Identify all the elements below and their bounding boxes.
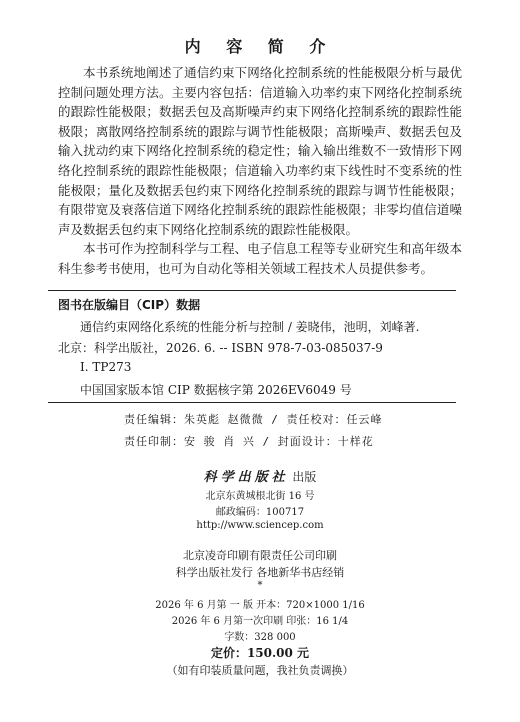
publisher-address: 北京东黄城根北街 16 号: [205, 491, 315, 502]
publisher-name: [0, 466, 520, 485]
wordcount-line: 字数：328 000: [224, 632, 296, 643]
quality-notice: （如有印装质量问题，我社负责调换）: [166, 664, 354, 677]
publisher-suffix: 出版: [292, 470, 317, 484]
cip-top-rule: [48, 290, 456, 291]
production-line: 责任印制：安 骏 肖 兴 / 封面设计：十样花: [124, 435, 374, 448]
printer-line: 北京凌奇印刷有限责任公司印刷: [183, 549, 337, 562]
cip-number-line: 中国国家版本馆 CIP 数据核字第 2026EV6049 号: [80, 383, 352, 397]
price-line: 定价：150.00 元: [210, 646, 310, 660]
publisher-website: http://www.sciencep.com: [196, 520, 324, 531]
publisher-logo: 科学出版社: [203, 470, 289, 485]
cip-heading: 图书在版编目（CIP）数据: [58, 298, 201, 312]
cip-bottom-rule: [48, 402, 456, 403]
distribution-line: 科学出版社发行 各地新华书店经销: [175, 566, 345, 579]
page-title: 内 容 简 介: [184, 37, 336, 56]
cip-classification-line: Ⅰ. TP273: [80, 360, 132, 374]
intro-paragraph-2: 本书可作为控制科学与工程、电子信息工程等专业研究生和高年级本科生参考书使用，也可为自动化等相关领域工程技术人员提供参考。: [58, 241, 462, 276]
editors-line: 责任编辑：朱英彪 赵微微 / 责任校对：任云峰: [124, 413, 383, 426]
intro-paragraph-1: 本书系统地阐述了通信约束下网络化控制系统的性能极限分析与最优控制问题处理方法。主要内容包括：信道输入功率约束下网络化控制系统的跟踪性能极限；数据丢包及高斯噪声约束下网络化控制系统的跟踪性能极限；离散网络控制系统的跟踪与调节性能极限；高斯噪声、数据丢包及输入扰动约束下网络化控制系统的稳定性；输入输出维数不一致情形下网络化控制系统的跟踪性能极限；信道输入功率约束下线性时不变系统的性能极限；量化及数据丢包约束下网络化控制系统的跟踪与调节性能极限；有限带宽及衰落信道下网络化控制系统的跟踪性能极限；非零均值信道噪声及数据丢包约束下网络化控制系统的跟踪性能极限。: [58, 65, 462, 237]
cip-publisher-line: 北京：科学出版社，2026. 6. -- ISBN 978-7-03-085037-9: [58, 341, 383, 355]
cip-title-line: 通信约束网络化系统的性能分析与控制 / 姜晓伟，池明，刘峰著.: [80, 320, 420, 334]
separator-star: *: [257, 580, 263, 591]
printing-line: 2026 年 6 月第一次印刷 印张：16 1/4: [171, 616, 349, 627]
edition-line: 2026 年 6 月第 一 版 开本：720×1000 1/16: [155, 600, 365, 611]
publisher-postcode: 邮政编码：100717: [215, 507, 305, 518]
